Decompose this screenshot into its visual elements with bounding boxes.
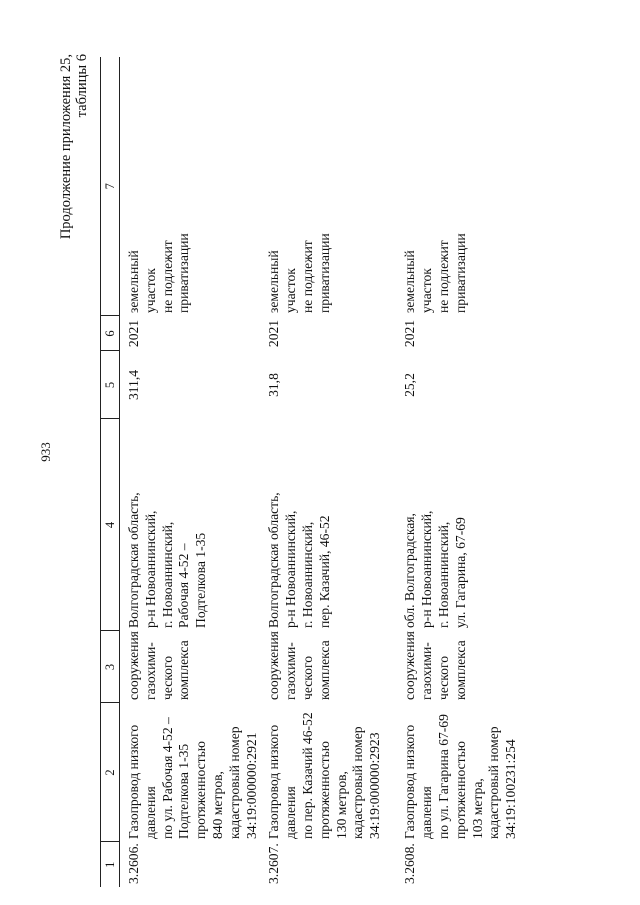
object-name: Газопровод низкого давления по пер. Казачий 46-52 протяженностью 130 метров, кадастровый номер 34:19:000000:2923 [266, 712, 383, 839]
page-number: 933 [38, 442, 53, 462]
record-number: 3.2606. [126, 843, 141, 884]
column-header-3: 3 [101, 631, 120, 703]
column-header-6: 6 [101, 316, 120, 351]
caption-line-2: таблицы 6 [74, 54, 90, 118]
table-row [260, 57, 396, 887]
column-header-5: 5 [101, 351, 120, 419]
object-name: Газопровод низкого давления по ул. Гагарина 67-69 протяженностью 103 метра, кадастровый номер 34:19:100231:254 [402, 714, 519, 839]
object-purpose: сооружения газохими- ческого комплекса [402, 631, 468, 700]
column-header-7: 7 [101, 57, 120, 316]
column-header-1: 1 [101, 842, 120, 887]
object-note: земельный участок не подлежит приватизации [402, 233, 468, 313]
object-purpose: сооружения газохими- ческого комплекса [126, 631, 192, 700]
object-year: 2021 [402, 319, 418, 348]
caption-line-1: Продолжение приложения 25, [58, 54, 74, 240]
object-address: Волгоградская область, р-н Новоаннинский, г. Новоаннинский, пер. Казачий, 46-52 [266, 492, 332, 628]
column-header-2: 2 [101, 703, 120, 842]
record-number: 3.2607. [266, 843, 282, 884]
object-address: обл. Волгоградская, р-н Новоаннинский, г. Новоаннинский, ул. Гагарина, 67-69 [402, 510, 468, 628]
rotated-document-page [20, 12, 620, 892]
table-row [120, 57, 261, 887]
object-value: 25,2 [402, 373, 418, 397]
column-header-4: 4 [101, 419, 120, 631]
object-year: 2021 [266, 319, 282, 348]
table-row [396, 57, 552, 887]
column-number-row [101, 57, 120, 887]
object-value: 31,8 [266, 373, 282, 397]
object-value: 311,4 [126, 369, 141, 401]
object-year: 2021 [126, 319, 141, 348]
record-number: 3.2608. [402, 843, 418, 884]
object-note: земельный участок не подлежит приватизации [266, 233, 332, 313]
object-name: Газопровод низкого давления по ул. Рабочая 4-52 – Подтелкова 1-35 протяженностью 840 метров, кадастровый номер 34:19:000000:2921 [126, 717, 259, 839]
object-note: земельный участок не подлежит приватизации [126, 233, 192, 313]
table-caption [58, 54, 90, 239]
object-purpose: сооружения газохими- ческого комплекса [266, 631, 332, 700]
property-register-table [100, 57, 552, 887]
object-address: Волгоградская область, р-н Новоаннинский, г. Новоаннинский, Рабочая 4-52 – Подтелкова 1-35 [126, 492, 209, 628]
